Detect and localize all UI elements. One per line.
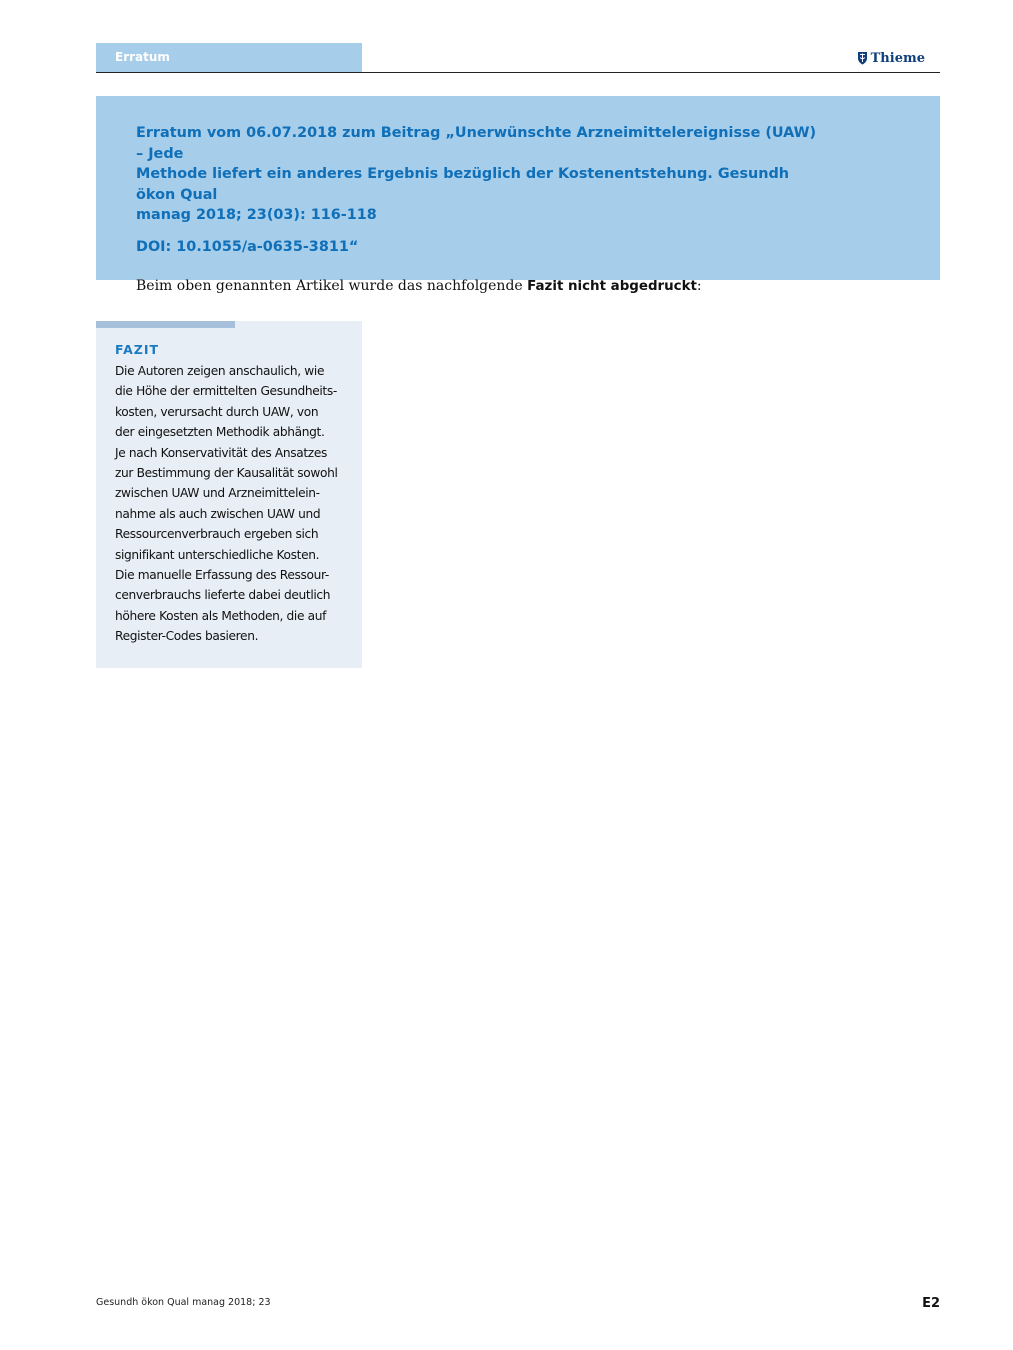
- fazit-line: höhere Kosten als Methoden, die auf: [115, 608, 327, 623]
- intro-end: :: [696, 277, 702, 294]
- publisher-logo: [857, 49, 925, 67]
- erratum-title-line: manag 2018; 23(03): 116-118: [136, 207, 377, 223]
- fazit-line: Ressourcenverbrauch ergeben sich: [115, 527, 319, 542]
- intro-bold: Fazit nicht abgedruckt: [527, 278, 697, 294]
- fazit-line: cenverbrauchs lieferte dabei deutlich: [115, 588, 331, 603]
- section-tab: [96, 43, 362, 72]
- fazit-line: Je nach Konservativität des Ansatzes: [115, 445, 327, 460]
- erratum-title: [136, 123, 826, 226]
- fazit-line: zwischen UAW und Arzneimittelein-: [115, 486, 320, 501]
- intro-text: Beim oben genannten Artikel wurde das nachfolgende: [136, 277, 528, 294]
- page-number: E2: [922, 1296, 940, 1311]
- fazit-line: Register-Codes basieren.: [115, 629, 259, 644]
- header-rule: [96, 72, 940, 73]
- erratum-box: [96, 96, 940, 294]
- fazit-line: kosten, verursacht durch UAW, von: [115, 404, 319, 419]
- thieme-shield-icon: [857, 51, 868, 65]
- fazit-box: [96, 321, 362, 668]
- fazit-heading: FAZIT: [115, 342, 160, 357]
- section-label: Erratum: [115, 50, 170, 64]
- brand-name: Thieme: [870, 50, 925, 66]
- erratum-doi: DOI: 10.1055/a-0635-3811“: [136, 238, 359, 255]
- fazit-line: Die Autoren zeigen anschaulich, wie: [115, 364, 325, 378]
- fazit-line: die Höhe der ermittelten Gesundheits-: [115, 384, 337, 399]
- footer-journal-citation: Gesundh ökon Qual manag 2018; 23: [96, 1297, 271, 1308]
- fazit-line: der eingesetzten Methodik abhängt.: [115, 425, 325, 440]
- fazit-accent-bar: [96, 321, 235, 328]
- fazit-line: Die manuelle Erfassung des Ressour-: [115, 568, 329, 583]
- erratum-title-line: Erratum vom 06.07.2018 zum Beitrag „Unerwünschte Arzneimittelereignisse (UAW) – Jede: [136, 125, 817, 162]
- fazit-line: signifikant unterschiedliche Kosten.: [115, 547, 320, 562]
- fazit-line: nahme als auch zwischen UAW und: [115, 506, 321, 521]
- erratum-title-line: Methode liefert ein anderes Ergebnis bezüglich der Kostenentstehung. Gesundh ökon Qual: [136, 166, 790, 203]
- fazit-text: [115, 361, 350, 647]
- erratum-intro: [136, 276, 900, 297]
- fazit-line: zur Bestimmung der Kausalität sowohl: [115, 466, 338, 481]
